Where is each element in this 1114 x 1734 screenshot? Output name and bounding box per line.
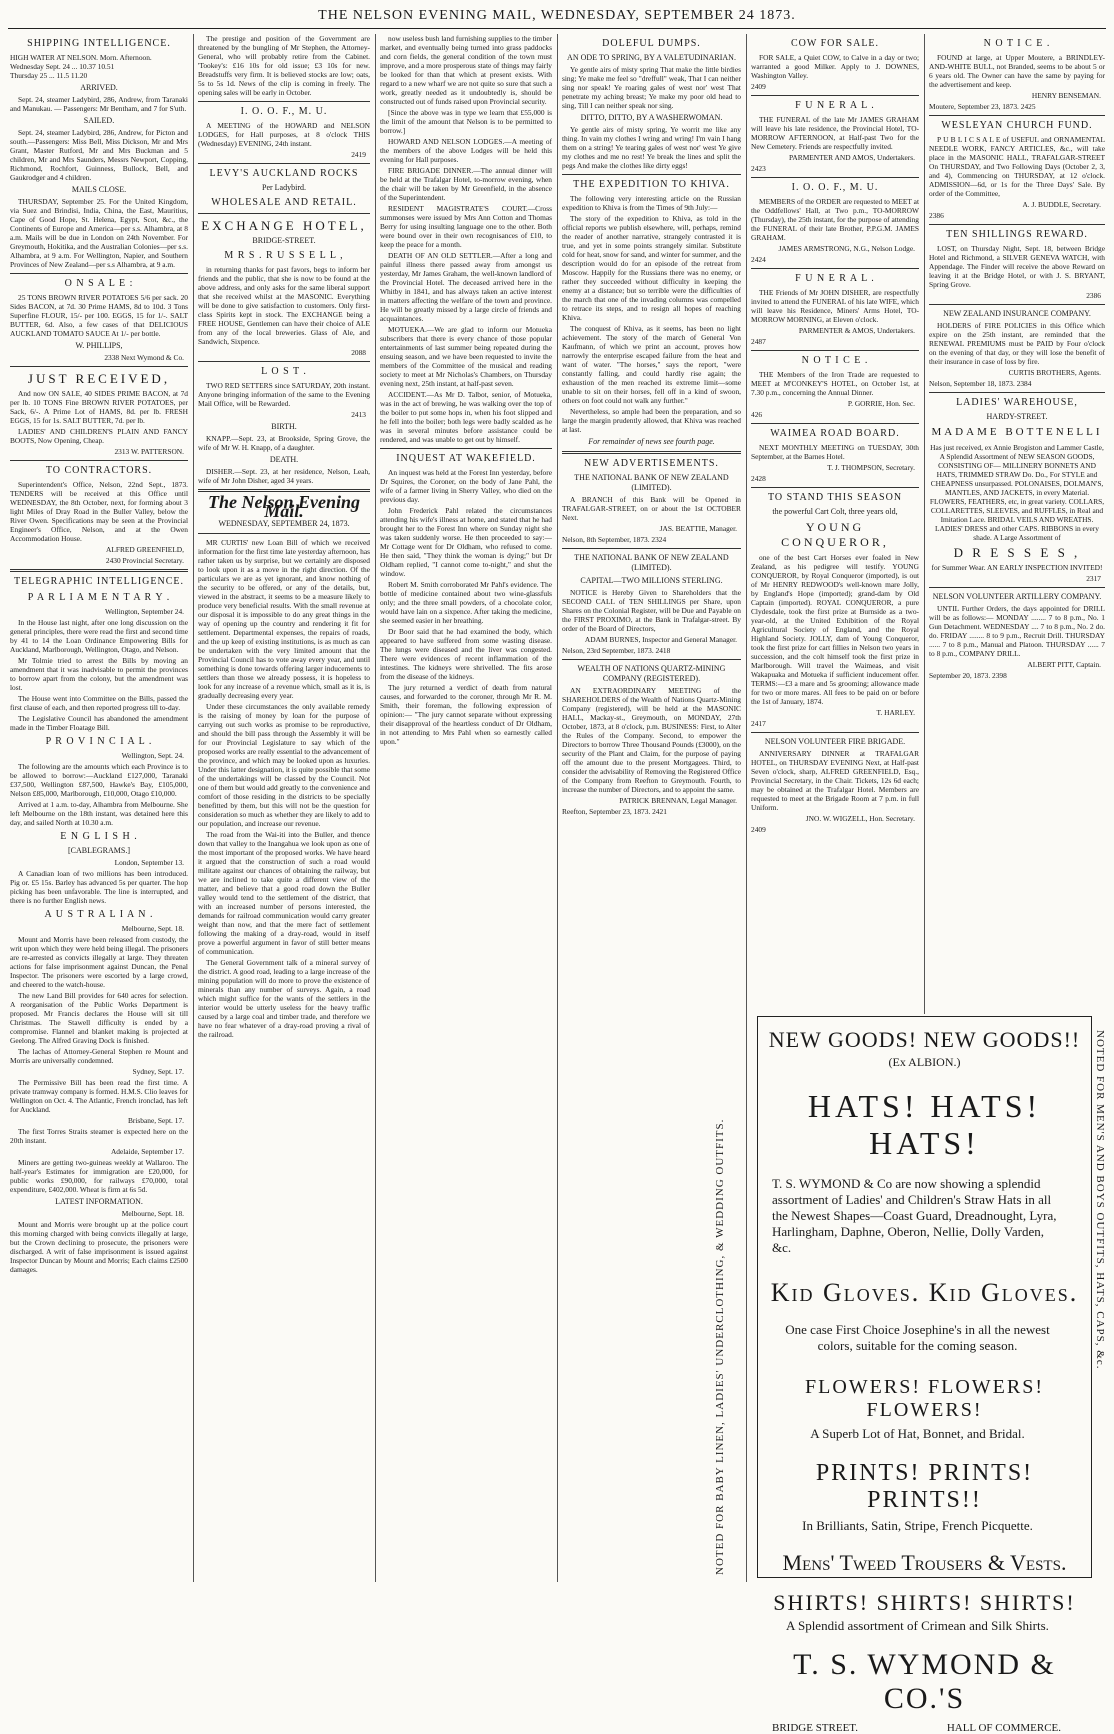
prints-text: In Brilliants, Satin, Stripe, French Picquette.	[802, 1518, 1033, 1533]
birth-heading: BIRTH.	[271, 422, 297, 431]
cow-heading: COW FOR SALE.	[790, 38, 880, 49]
divider	[562, 451, 741, 454]
paragraph: The story of the expedition to Khiva, as told in the official reports we publish elsewhere, will, perhaps, remind the reader of another narrative, strangely contrasted it is true, and yet in some points strangely similar. Substitute cold for heat, snow for sand, and winter for summer, and the description would do for an episode of the retreat from Moscow. Happily for the Russians there was no enemy, or rather they succeeded without difficulty in keeping the enemy at a distance; but so terrible were the difficulties of the march that one of the invading columns was compelled to retrace its steps, and to resign all hopes of reaching Khiva.	[562, 214, 741, 322]
divider	[198, 163, 370, 164]
bank-text: A BRANCH of this Bank will be Opened in TRAFALGAR-STREET, on or about the 1st OCTOBER Next.	[562, 495, 741, 522]
ad-number: 2419	[351, 150, 366, 159]
flowers-heading: FLOWERS! FLOWERS! FLOWERS!	[805, 1376, 1044, 1421]
just-received-heading: JUST RECEIVED,	[27, 371, 171, 386]
wealth-heading: WEALTH OF NATIONS QUARTZ-MINING COMPANY (REGISTERED).	[577, 664, 726, 683]
bank-text: NOTICE is Hereby Given to Shareholders that the SECOND CALL of TEN SHILLINGS per Share, upon Shares on the Colonial Register, will be Due and Payable on the FIRST PROXIMO, at the Bank in Trafalgar-street. By order of the Board of Directors,	[562, 588, 741, 633]
side-text-left: NOTED FOR BABY LINEN, LADIES' UNDERCLOTHING, & WEDDING OUTFITS.	[714, 1118, 726, 1575]
artillery-signature: ALBERT PITT, Captain.	[1027, 660, 1101, 669]
khiva-footnote: For remainder of news see fourth page.	[588, 437, 715, 446]
bank-heading: THE NATIONAL BANK OF NEW ZEALAND (LIMITED).	[574, 473, 729, 492]
ad-number: 2088	[351, 348, 366, 357]
iof-text: MEMBERS of the ORDER are requested to MEET at the Oddfellows' Hall, at Two p.m., TO-MORROW (Thursday), the 25th instant, for the purpose of attending the FUNERAL of their late Brother, P.P.G.M. JAMES GRAHAM.	[751, 197, 919, 242]
wealth-date: Reefton, September 23, 1873. 2421	[562, 807, 667, 816]
high-water-row: Wednesday Sept. 24 ... 10.37 10.51	[10, 62, 115, 71]
editorial-paragraph: Under these circumstances the only available remedy is the raising of money by loan for the purpose of carrying out such works as promise to be reproductive, and should the bill pass through the Assembly it will be for our Provincial Legislature to say which of the proposed works are really essential to the advancement of the province, and which may be looked upon as luxuries. Under this latter designation, it is quite possible that some of the undertakings will be classed by the Council. Not one of them but would add greatly to the convenience and comfort of those residing in the districts to be specially benefitted by them, but this will not be the question for consideration so much as whether they are likely to add to our population, and increase our revenue.	[198, 702, 370, 828]
fire-brigade-text: ANNIVERSARY DINNER at TRAFALGAR HOTEL, on THURSDAY EVENING Next, at Half-past Seven o'clock, sharp, ALFRED GREENFIELD, Esq., Provincial Secretary, in the Chair. Tickets, 12s 6d each; may be obtained at the Trafalgar Hotel. Members are requested to meet at the Brigade Room at 7 p.m. in full Uniform.	[751, 749, 919, 812]
divider	[751, 350, 919, 351]
patterson-signature: 2313 W. PATTERSON.	[114, 447, 184, 456]
column-1	[10, 34, 188, 1582]
flowers-text: A Superb Lot of Hat, Bonnet, and Bridal.	[810, 1426, 1025, 1441]
column-rule	[746, 34, 747, 1582]
paragraph: FIRE BRIGADE DINNER.—The annual dinner will be held at the Trafalgar Hotel, to-morrow evening, when the chair will be taken by Mr Greenfield, in the absence of the Superintendent.	[380, 166, 552, 202]
ad-number: 2409	[751, 82, 766, 91]
paragraph: The House went into Committee on the Bills, passed the first clause of each, and then reported progress till to-day.	[10, 694, 188, 712]
ad-number: 2386	[929, 211, 944, 220]
paragraph: HOWARD AND NELSON LODGES.—A meeting of the members of the above Lodges will be held this evening for Hall purposes.	[380, 137, 552, 164]
divider	[562, 659, 741, 660]
divider	[198, 533, 370, 534]
ad-number: 2424	[751, 255, 766, 264]
on-sale-text: 25 TONS BROWN RIVER POTATOES 5/6 per sack. 20 Sides BACON, at 7d. 30 Prime HAMS, 8d to 10d. 3 Tons Superfine FLOUR, 15/- per 100. EGGS, 15 for 1/-. SALT BUTTER, 6d. Also, a few cases of that DELICIOUS AUCKLAND TOMATO SAUCE At 1/- per bottle.	[10, 293, 188, 338]
levy-sub2: WHOLESALE AND RETAIL.	[211, 197, 357, 208]
bank-heading: THE NATIONAL BANK OF NEW ZEALAND (LIMITED).	[574, 553, 729, 572]
dresses-heading: D R E S S E S ,	[953, 545, 1081, 560]
wymond-advertisement	[757, 1016, 1092, 1734]
funeral-signature: PARMENTER AND AMOS, Undertakers.	[789, 153, 915, 162]
sailed-heading: SAILED.	[83, 116, 115, 125]
hall-of-commerce: HALL OF COMMERCE.	[946, 1722, 1061, 1734]
warehouse-owner: MADAME BOTTENELLI	[931, 426, 1103, 438]
firm-name: T. S. WYMOND & CO.'S	[793, 1648, 1056, 1715]
ad-number: 2413	[351, 410, 366, 419]
iofm-text: A MEETING of the HOWARD and NELSON LODGES, for Hall purposes, at 8 o'clock THIS (Wednesday) EVENING, 24th instant.	[198, 121, 370, 148]
russell-name: M R S . R U S S E L L ,	[224, 250, 344, 261]
death-text: DISHER.—Sept. 23, at her residence, Nelson, Leah, wife of Mr John Disher, aged 34 years.	[198, 467, 370, 485]
warehouse-text: Has just received, ex Annie Brogiston and Lammer Castle, A Splendid Assortment of NEW SEASON GOODS, CONSISTING OF— MILLINERY BONNETS AND HATS, TRIMMED STRAW Do. Do., For STYLE and CHEAPNESS unsurpassed. POLONAISES, DOLMAN'S, MANTLES, AND JACKETS, in every Material. FLOWERS, FEATHERS, etc, in great variety. COLLARS, COLLARETTES, SLEEVES, and RUFFLES, in Real and Imitation Lace. BRIDAL VEILS AND WREATHS. LADIES' DRESS and other CAPS. RIBBONS in every shade. A Large Assortment of	[929, 443, 1105, 542]
stand-horse-name: YOUNG CONQUEROR,	[781, 520, 889, 549]
provincial-heading: P R O V I N C I A L .	[45, 736, 153, 747]
phillips-address: 2338 Next Wymond & Co.	[104, 353, 184, 362]
paragraph: The conquest of Khiva, as it seems, has been no light achievement. The story of the march of General Von Kaufmann, of which we print an account, proves how narrowly the enterprise escaped failure from the heat and want of water. "The horses," says the report, "were constantly falling, and could hardly rise again; the exhaustion of the men reached its extreme limit—some unable to sit on their horses, fell off in a kind of swoon, others on foot could not walk any further."	[562, 324, 741, 405]
contractors-text: Superintendent's Office, Nelson, 22nd Sept., 1873. TENDERS will be received at this Office until WEDNESDAY, the 8th October, next, for forming about 3 light Miles of Dray Road in the Buller Valley, below the River Owen. Specifications may be seen at the Provincial Engineer's Office, Nelson, and at the Owen Accommodation House.	[10, 480, 188, 543]
poem: Ye gentle airs of misty spring That make the little birdies sing; Ye make me feel so "dreffull" weak, That I can neither sing nor speak! Ye roaring gales of west nor' west That penetrate my aching breast; Ye make my poor old head to sing, Till I can neither speak nor sing.	[562, 65, 741, 110]
death-heading: DEATH.	[269, 455, 299, 464]
new-goods-heading: NEW GOODS! NEW GOODS!!	[768, 1027, 1081, 1052]
ad-number: 2428	[751, 474, 766, 483]
warehouse-street: HARDY-STREET.	[986, 412, 1048, 421]
dateline: Brisbane, Sept. 17.	[127, 1116, 184, 1125]
ad-number: 2409	[751, 825, 766, 834]
artillery-heading: NELSON VOLUNTEER ARTILLERY COMPANY.	[932, 592, 1102, 601]
dateline: Melbourne, Sept. 18.	[121, 1209, 184, 1218]
iof-signature: JAMES ARMSTRONG, N.G., Nelson Lodge.	[778, 244, 915, 253]
column-rule	[193, 34, 194, 1582]
divider	[751, 487, 919, 488]
newspaper-date: WEDNESDAY, SEPTEMBER 24, 1873.	[218, 519, 350, 528]
divider	[751, 732, 919, 733]
editorial-paragraph: The General Government talk of a mineral survey of the district. A good road, leading to a large increase of the mining population will do more to prove the existence of minerals than any number of surveys. Again, a road which might suffice for the wants of the settlers in the interior would be utterly useless for the heavy traffic caused by a large coal and timber trade, and therefore we have no fear whatever of a dray-road proving a rival of the railroad.	[198, 958, 370, 1039]
paragraph: The Permissive Bill has been read the first time. A private tramway company is formed. H.M.S. Clio leaves for Wellington on Oct. 4. The Atlantic, French ironclad, has left for Auckland.	[10, 1078, 188, 1114]
paragraph: John Frederick Pahl related the circumstances attending his wife's illness at home, and stated that he had brought her to the Forest Inn where on Sunday night she was taken suddenly worse. He then proceeded to say:—Mr Cottage went for Dr Oldham, who refused to come. He then said, "They think the woman is dying;" but Dr Oldham replied, "I cannot come to-night," and shut the window.	[380, 506, 552, 578]
ditto-heading: DITTO, DITTO, BY A WASHERWOMAN.	[580, 113, 723, 122]
paragraph: Mount and Morris were brought up at the police court this morning charged with being convicts illegally at large, but the Crown declining to prosecute, the prisoners were discharged. A writ of false imprisonment is issued against Inspector Duncan by Mount and Morris; Each claims £2500 damages.	[10, 1220, 188, 1274]
bank-capital: CAPITAL—TWO MILLIONS STERLING.	[580, 576, 723, 585]
fire-brigade-heading: NELSON VOLUNTEER FIRE BRIGADE.	[764, 737, 906, 746]
divider	[751, 177, 919, 178]
stand-text: one of the best Cart Horses ever foaled in New Zealand, as his pedigree will testify. YOUNG CONQUEROR, by Royal Conqueror (imported), is out of Mr HENRY REDWOOD's well-known mare Jolly, by England's Hope (imported); grand-dam by Old Captain (imported). ROYAL CONQUEROR, a pure Clydesdale, took the first prize at Burnside as a two-year-old, at the United Exhibition of the Royal Agricultural Society of England, and the Royal Highland Society. JOLLY, dam of Young Conqueror, took the first prize for cart fillies in Nelson two years in succession, and the colt himself took the first prize in Marlborough. Will travel the Waimeas, and visit Wakapuaka and Motueka if sufficient inducement offer. TERMS:—£3 a mare and 5s grooming; allowance made for two or more mares. All fees to be paid on or before the 1st of January, 1874.	[751, 553, 919, 706]
paragraph: [Since the above was in type we learn that £55,000 is the limit of the amount that Nelson is to be permitted to borrow.]	[380, 108, 552, 135]
divider	[929, 392, 1105, 393]
contractors-heading: TO CONTRACTORS.	[45, 465, 153, 476]
boots-text: LADIES' AND CHILDREN'S PLAIN AND FANCY BOOTS, Now Opening, Cheap.	[10, 427, 188, 445]
ex-albion: (Ex ALBION.)	[888, 1055, 961, 1069]
paragraph: Mr Tolmie tried to arrest the Bills by moving an amendment that it was inadvisable to permit the provinces to borrow apart from the colony, but the amendment was lost.	[10, 656, 188, 692]
notice-signature: HENRY BENSEMAN.	[1031, 91, 1101, 100]
exchange-hotel-heading: EXCHANGE HOTEL,	[201, 218, 367, 233]
dateline: London, September 13.	[114, 858, 184, 867]
stand-sub: the powerful Cart Colt, three years old,	[772, 507, 898, 516]
paragraph: The first Torres Straits steamer is expected here on the 20th instant.	[10, 1127, 188, 1145]
paragraph: The jury returned a verdict of death from natural causes, and forwarded to the coroner, through Mr R. M. Smith, their foreman, the following expression of opinion:— "The jury cannot separate without expressing their disapproval of the heartless conduct of Dr Oldham, in not attending to Mrs Pahl when so earnestly called upon."	[380, 683, 552, 746]
khiva-heading: THE EXPEDITION TO KHIVA.	[573, 179, 730, 190]
cow-text: FOR SALE, a Quiet COW, to Calve in a day or two; warranted a good Milker. Apply to J. DOWNES, Washington Valley.	[751, 53, 919, 80]
column-3	[380, 34, 552, 1582]
greenfield-title: 2430 Provincial Secretary.	[105, 556, 184, 565]
dateline: Sydney, Sept. 17.	[132, 1067, 184, 1076]
iofm-heading: I. O. O. F., M. U.	[240, 106, 328, 117]
paragraph: The lachas of Attorney-General Stephen re Mount and Morris are universally condemned.	[10, 1047, 188, 1065]
bank-signature: ADAM BURNES, Inspector and General Manager.	[584, 635, 737, 644]
parliamentary-heading: P A R L I A M E N T A R Y .	[27, 592, 171, 603]
divider	[562, 548, 741, 549]
bridge-street: BRIDGE STREET.	[772, 1722, 858, 1734]
column-rule	[375, 34, 376, 1582]
paragraph: Miners are getting two-guineas weekly at Wallaroo. The half-year's Estimates for immigration are £20,000, for public works £90,000, for railways £70,000, total expenditure, £402,000. Wheat is firm at 6s 5d.	[10, 1158, 188, 1194]
just-received-text: And now ON SALE, 40 SIDES PRIME BACON, at 7d per lb. 10 TONS Fine BROWN RIVER POTATOES, per Sack, 6/-. A Prime Lot of HAMS, 8d. per lb. FRESH EGGS, 15 for 1s. SALT BUTTER, 7d. per lb.	[10, 389, 188, 425]
waimea-text: NEXT MONTHLY MEETING on TUESDAY, 30th September, at the Barnes Hotel.	[751, 443, 919, 461]
notice-signature: P. GORRIE, Hon. Sec.	[847, 399, 915, 408]
editorial-paragraph: The road from the Wai-iti into the Buller, and thence down that valley to the Inangahua we look upon as one of the most important of the proposed works. We have heard it argued that the construction of such a road would militate against our chances of obtaining the railway, but we are inclined to take quite a different view of the matter, and believe that a good road down the Buller valley would tend to the settlement of the district, that with an increased number of persons interested, the demands for railroad communication would carry greater weight than now, and that the mere fact of settlement following the making of a dray-road, would in itself prove a powerful argument in favor of still better means of communication.	[198, 830, 370, 956]
dateline: Wellington, Sept. 24.	[121, 751, 184, 760]
paragraph: RESIDENT MAGISTRATE'S COURT.—Cross summonses were issued by Mrs Ann Cotton and Thomas Berry for using insulting language one to the other. Both were bound over in their own recognisances of £10, to keep the peace for a month.	[380, 204, 552, 249]
column-6	[929, 34, 1105, 1009]
paragraph: ACCIDENT.—As Mr D. Talbot, senior, of Motueka, was in the act of brewing, he was walking over the top of the boiler to put some hops in, when his foot slipped and he fell into the boiler; both legs were badly scalded as he was in several minutes before assistance could be rendered, and was unable to get out by himself.	[380, 390, 552, 444]
waimea-heading: WAIMEA ROAD BOARD.	[770, 428, 900, 439]
paragraph: The prestige and position of the Government are threatened by the bungling of Mr Stephen, the Attorney-General, who will probably retire from the Cabinet. 'Tookey's: £16 10s for old issue; £3 10s for new. Breadstuffs very firm. It is believed stocks are low; oats, 5s to 5s 1d. News of the clip is coming in freely. The opening sales will be early in October.	[198, 34, 370, 97]
high-water: HIGH WATER AT NELSON. Morn. Afternoon.	[10, 53, 152, 62]
divider	[380, 448, 552, 449]
insurance-text: HOLDERS of FIRE POLICIES in this Office which expire on the 25th instant, are reminded that the RENEWAL PREMIUMS must be PAID by Four o'clock on the evening of that day, or they will lose the benefit of their insurance in case of loss by fire.	[929, 321, 1105, 366]
notice-heading: N O T I C E .	[983, 38, 1051, 49]
artillery-text: UNTIL Further Orders, the days appointed for DRILL will be as follows:— MONDAY ........ 7 to 8 p.m., No. 1 Gun Detachment. WEDNESDAY .... 7 to 8 p.m., No. 2 do. do. FRIDAY ........ 8 to 9 p.m., Recruit Drill. THURSDAY ...... 7 to 8 p.m., Manual and Platoon. THURSDAY ...... 7 to 8 p.m., COMPANY DRILL.	[929, 604, 1105, 658]
phillips-name: W. PHILLIPS,	[75, 341, 123, 350]
paragraph: Nevertheless, so ample had been the preparation, and so large the margin prudently allowed, that Khiva was reached at last.	[562, 407, 741, 434]
hats-text: T. S. WYMOND & Co are now showing a splendid assortment of Ladies' and Children's Straw Hats in all the Newest Shapes—Coast Guard, Dreadnought, Lyra, Harlingham, Daphne, Oberon, Nellie, Dolly Varden, &c.	[772, 1176, 1057, 1255]
australian-heading: A U S T R A L I A N .	[44, 909, 154, 920]
masthead-rule	[8, 28, 1106, 29]
greenfield-signature: ALFRED GREENFIELD,	[105, 545, 184, 554]
ad-number: 2423	[751, 164, 766, 173]
dateline: Wellington, September 24.	[104, 607, 184, 616]
mens-heading: Mens' Tweed Trousers & Vests.	[782, 1550, 1067, 1575]
paragraph: In the House last night, after one long discussion on the general principles, there were read the first and second time by 41 to 14 the Loan Ordinance Empowering Bills for Auckland, Marlborough, Wellington, Otago, and Nelson.	[10, 618, 188, 654]
ad-number: 2317	[1086, 574, 1101, 583]
divider	[10, 569, 188, 572]
funeral-text: THE Friends of Mr JOHN DISHER, are respectfully invited to attend the FUNERAL of his late WIFE, which will leave his Residence, Miners' Arms Hotel, TO-MORROW MORNING, at Eleven o'clock.	[751, 288, 919, 324]
artillery-date: September 20, 1873. 2398	[929, 671, 1007, 680]
divider	[751, 95, 919, 96]
stand-heading: TO STAND THIS SEASON	[767, 492, 903, 503]
paragraph: The Legislative Council has abandoned the amendment made in the Timber Floatage Bill.	[10, 714, 188, 732]
high-water-row: Thursday 25 ... 11.5 11.20	[10, 71, 88, 80]
divider	[562, 174, 741, 175]
warehouse-heading: LADIES' WAREHOUSE,	[956, 397, 1078, 408]
notice-text: THE Members of the Iron Trade are requested to MEET at M'CONKEY'S HOTEL, on October 1st, at 7.30 p.m., concerning the Annual Dinner.	[751, 370, 919, 397]
kid-gloves-text: One case First Choice Josephine's in all the newest colors, suitable for the coming season.	[785, 1322, 1050, 1353]
mails-heading: MAILS CLOSE.	[71, 185, 127, 194]
insurance-heading: NEW ZEALAND INSURANCE COMPANY.	[943, 309, 1091, 318]
inquest-heading: INQUEST AT WAKEFIELD.	[396, 453, 536, 464]
paragraph: Mount and Morris have been released from custody, the writ upon which they were held being illegal. The prisoners are re-arrested as convicts illegally at large. They threaten actions for false imprisonment against Duncan, the Penal Inspector. The prisoners were escorted by a large crowd, and cheered to the watch-house.	[10, 935, 188, 989]
reward-heading: TEN SHILLINGS REWARD.	[946, 229, 1088, 240]
mails-text: THURSDAY, September 25. For the United Kingdom, via Suez and Brindisi, India, China, the East, Mauritius, Cape of Good Hope, St. Helena, Egypt, Scot, &c., the Continents of Europe and America—per s.s. Alhambra, at 8 a.m. Mails will be due in London on 24th November. For Greymouth, Hokitika, and the Australian Colonies—per s.s. Alhambra, at 9 a.m. For Wellington, Napier, and Southern Provinces of New Zealand—per s.s Alhambra, at 9 a.m.	[10, 197, 188, 269]
divider	[198, 213, 370, 214]
hats-heading: HATS! HATS! HATS!	[807, 1088, 1042, 1161]
paragraph: Dr Boor said that he had examined the body, which appeared to have suffered from some wasting disease. The lungs were diseased and the liver was congested. There were evidences of recent inflammation of the intestines. The kidneys were shrivelled. The fits arose from the disease of the kidneys.	[380, 627, 552, 681]
insurance-signature: CURTIS BROTHERS, Agents.	[1008, 368, 1101, 377]
paragraph: A Canadian loan of two millions has been introduced. Pig or. £5 15s. Barley has advanced 5s per quarter. The hop picking has been unfavorable. The line is interrupted, and there is no further English news.	[10, 869, 188, 905]
arrived-heading: ARRIVED.	[80, 83, 118, 92]
sailed-text: Sept. 24, steamer Ladybird, 286, Andrew, for Picton and south.—Passengers: Miss Bell, Miss Dickson, Mr and Mrs Grant, Master Rutford, Mr and Mrs Buckman and 5 children, Mr and Mrs Saunders, Messrs Newport, Copping, Richmond, Rochfort, Guinness, Bullock, Bell, and Gaukrodger and 4 children.	[10, 128, 188, 182]
ad-number: 2417	[751, 719, 766, 728]
prints-heading: PRINTS! PRINTS! PRINTS!!	[815, 1460, 1034, 1513]
on-sale-heading: O N S A L E :	[64, 278, 134, 289]
masthead: THE NELSON EVENING MAIL, WEDNESDAY, SEPTEMBER 24 1873.	[318, 8, 796, 23]
levy-sub: Per Ladybird.	[262, 183, 306, 192]
editorial-paragraph: MR CURTIS' new Loan Bill of which we received information for the first time late yesterday afternoon, has rather taken us by surprise, but we certainly are disposed to look upon it as a move in the right direction. Of the particulars we are as yet ignorant, and know nothing of the security to be offered, or any of the details, but, viewed in the abstract, it seems to be a measure likely to produce very beneficial results. With the small revenue at our disposal it is impossible to do any great things in the way of opening up the country and rendering it fit for settlement. Departmental expenses, the repairs of roads, and the up keep of existing institutions, is as much as can be undertaken with the very limited amount that the Provincial Council has to vote away every year, and until something is done towards offering larger inducements to settlers than those we already possess, it is hopeless to look for any increase of a revenue which, small as it is, is gradually decreasing every year.	[198, 538, 370, 700]
exchange-street: BRIDGE-STREET.	[252, 236, 316, 245]
side-text-right: NOTED FOR MEN'S AND BOYS OUTFITS, HATS, CAPS, &c.	[1094, 1030, 1106, 1370]
notice-text: FOUND at large, at Upper Moutere, a BRINDLEY-AND-WHITE BULL, not Branded, seems to be about 5 or 6 years old. The Owner can have the same by paying for the advertisement and keep.	[929, 53, 1105, 89]
paragraph: MOTUEKA.—We are glad to inform our Motueka subscribers that there is every chance of those popular entertainments of last summer being repeated during the ensuing season, and we have been requested to invite the members of the Committee of the musical and reading society to meet at Mr Nicholas's Chambers, on Thursday evening next, 25th instant, at half-past seven.	[380, 325, 552, 388]
insurance-date: Nelson, September 18, 1873. 2384	[929, 379, 1032, 388]
notice-heading: N O T I C E .	[801, 355, 869, 366]
divider	[929, 587, 1105, 588]
funeral-text: THE FUNERAL of the late Mr JAMES GRAHAM will leave his late residence, the Provincial Hotel, TO-MORROW AFTERNOON, at Half-past Two for the New Cemetery. Friends are respectfully invited.	[751, 115, 919, 151]
russell-text: in returning thanks for past favors, begs to inform her friends and the public, that she is now to be found at the above address, and only asks for the same liberal support that she received whilst at the MASONIC. Everything will be done to give satisfaction to customers. Only first-class Spirits kept in stock. The EXCHANGE being a FREE HOUSE, Gentlemen can have their choice of ALE from any of the local breweries. Glass of Ale, and Sandwich, Sixpence.	[198, 265, 370, 346]
paragraph: Robert M. Smith corroborated Mr Pahl's evidence. The bottle of medicine contained about two wine-glassfuls only; and the three small powders, of a chocolate color, would have lain on a sixpence. After taking the medicine, she seemed easier in her breathing.	[380, 580, 552, 625]
ad-number: 2386	[1086, 291, 1101, 300]
ad-footer	[772, 1722, 1061, 1734]
wealth-signature: PATRICK BRENNAN, Legal Manager.	[619, 796, 737, 805]
divider	[10, 460, 188, 461]
paragraph: The following are the amounts which each Province is to be allowed to borrow:—Auckland £127,000, Taranaki £37,500, Wellington £87,500, Hawke's Bay, £105,000, Nelson £85,000, Marlborough, £10,000, Otago £10,000.	[10, 762, 188, 798]
divider	[10, 273, 188, 274]
wesleyan-text: P U B L I C S A L E of USEFUL and ORNAMENTAL NEEDLE WORK, FANCY ARTICLES, &c., will take place in the MASONIC HALL, TRAFALGAR-STREET On THURSDAY, and Two Following Days (October 2, 3, and 4), Commencing on THURSDAY, at 12 o'clock. ADMISSION—6d, or 1s for the Three Days' Sale. By order of the Committee,	[929, 135, 1105, 198]
lost-text: TWO RED SETTERS since SATURDAY, 20th instant. Anyone bringing information of the same to the Evening Mail Office, will be Rewarded.	[198, 381, 370, 408]
column-5	[751, 34, 919, 1009]
warehouse-tail: for Summer Wear. AN EARLY INSPECTION INVITED!	[931, 563, 1103, 572]
divider	[198, 361, 370, 362]
shirts-heading: SHIRTS! SHIRTS! SHIRTS!	[773, 1590, 1076, 1615]
column-2	[198, 34, 370, 1582]
doleful-dumps-heading: DOLEFUL DUMPS.	[602, 38, 701, 49]
wesleyan-signature: A. J. BUDDLE, Secretary.	[1022, 200, 1101, 209]
poem: Ye gentle airs of misty spring, Ye worrit me like any thing. In vain my clothes I wring and wring! I'm vain I hang them on a string! Ye tearing gales of west nor' west Ye give my clothes and me no rest! Ye break the lines and split the pegs And make the clothes like dirty eggs!	[562, 125, 741, 170]
cablegrams-label: [CABLEGRAMS.]	[67, 846, 130, 855]
bank-date: Nelson, 8th September, 1873. 2324	[562, 535, 667, 544]
new-advertisements-heading: NEW ADVERTISEMENTS.	[584, 458, 719, 469]
column-rule	[924, 34, 925, 1014]
reward-text: LOST, on Thursday Night, Sept. 18, between Bridge Hotel and Richmond, a SILVER GENEVA WATCH, with Appendage. The Finder will receive the above Reward on leaving it at the Bridge Hotel, or with J. S. BRYANT, Spring Grove.	[929, 244, 1105, 289]
levy-heading: LEVY'S AUCKLAND ROCKS	[209, 168, 359, 179]
divider	[929, 304, 1105, 305]
divider	[929, 224, 1105, 225]
waimea-signature: T. J. THOMPSON, Secretary.	[827, 463, 915, 472]
ad-number: 426	[751, 410, 763, 419]
paragraph: The new Land Bill provides for 640 acres for selection. A reorganisation of the Public Works Department is proposed. Mr Francis declares the House will sit till Christmas. The Stawell difficulty is ended by a compromise. Flannel and blanket making is projected at Geelong. The Alfred Graving Dock is finished.	[10, 991, 188, 1045]
notice-date: Moutere, September 23, 1873. 2425	[929, 102, 1036, 111]
divider	[198, 101, 370, 102]
english-heading: E N G L I S H .	[60, 831, 138, 842]
stand-signature: T. HARLEY.	[876, 708, 915, 717]
latest-heading: LATEST INFORMATION.	[55, 1197, 143, 1206]
wealth-text: AN EXTRAORDINARY MEETING of the SHAREHOLDERS of the Wealth of Nations Quartz-Mining Company (registered), will be held at the MASONIC HALL, Mackay-st., Greymouth, on MONDAY, 27th October, 1873, at 8 o'clock, p.m. BUSINESS: First, to Alter the Rules of the Company. Second, to empower the Directors to borrow Three Thousand Pounds (£3000), on the security of the Plant and Claim, for the purpose of paying off the amount due to the present Mortgagees. Third, to consider the advisability of Removing the Registered Office of the Company from Reefton to Greymouth. Fourth, to increase the number of Directors, and to appoint the same.	[562, 686, 741, 794]
ode-heading: AN ODE TO SPRING, BY A VALETUDINARIAN.	[567, 53, 736, 62]
shirts-text: A Splendid assortment of Crimean and Silk Shirts.	[786, 1618, 1049, 1633]
funeral-heading: F U N E R A L .	[795, 100, 875, 111]
paragraph: DEATH OF AN OLD SETTLER.—After a long and painful illness there passed away from amongst us yesterday, Mr James Graham, the well-known landlord of the Provincial Hotel. The deceased arrived here in the Whitby in 1841, and has always taken an active interest in matters affecting the welfare of the town and province. He will be greatly missed by a large circle of friends and acquaintances.	[380, 251, 552, 323]
dateline: Melbourne, Sept. 18.	[121, 924, 184, 933]
funeral-signature: PARMENTER & AMOS, Undertakers.	[798, 326, 915, 335]
lost-heading: L O S T .	[261, 366, 307, 377]
fire-brigade-signature: JNO. W. WIGZELL, Hon. Secretary.	[805, 814, 915, 823]
column-rule	[557, 34, 558, 1582]
newspaper-title: The Nelson Evening Mail.	[207, 492, 360, 521]
divider	[10, 366, 188, 367]
telegraphic-heading: TELEGRAPHIC INTELLIGENCE.	[14, 576, 184, 587]
ad-number: 2487	[751, 337, 766, 346]
paragraph: Arrived at 1 a.m. to-day, Alhambra from Melbourne. She left Melbourne on the 18th instant, was detained here this day, and sailed North at 10.30 a.m.	[10, 800, 188, 827]
funeral-heading: F U N E R A L .	[795, 273, 875, 284]
divider	[751, 423, 919, 424]
paragraph: The following very interesting article on the Russian expedition to Khiva is from the Times of 9th July:—	[562, 194, 741, 212]
kid-gloves-heading: Kid Gloves. Kid Gloves.	[770, 1278, 1079, 1307]
paragraph: now useless bush land furnishing supplies to the timber market, and eventually being turned into grass paddocks and corn fields, the general condition of the town must improve, and a more prosperous state of things may fairly be looked for than that which at present exists. With regard to a new wharf we are not quite so sure that such a work, greatly needed as it undoubtedly is, should be constructed out of funds raised upon Provincial security.	[380, 34, 552, 106]
paragraph: An inquest was held at the Forest Inn yesterday, before Dr Squires, the Coroner, on the body of Jane Pahl, the wife of a farmer living in Sherry Valley, who died on the previous day.	[380, 468, 552, 504]
iof-heading: I. O. O. F., M. U.	[791, 182, 879, 193]
bank-date: Nelson, 23rd September, 1873. 2418	[562, 646, 671, 655]
arrived-text: Sept. 24, steamer Ladybird, 286, Andrew, from Taranaki and Manukau. — Passengers: Mr Bentham, and 7 for S'uth.	[10, 95, 188, 113]
birth-text: KNAPP.—Sept. 23, at Brookside, Spring Grove, the wife of Mr W. H. Knapp, of a daughter.	[198, 434, 370, 452]
bank-signature: JAS. BEATTIE, Manager.	[659, 524, 737, 533]
divider	[929, 115, 1105, 116]
wesleyan-heading: WESLEYAN CHURCH FUND.	[941, 120, 1093, 131]
divider	[751, 268, 919, 269]
shipping-heading: SHIPPING INTELLIGENCE.	[27, 38, 171, 49]
dateline: Adelaide, September 17.	[110, 1147, 184, 1156]
